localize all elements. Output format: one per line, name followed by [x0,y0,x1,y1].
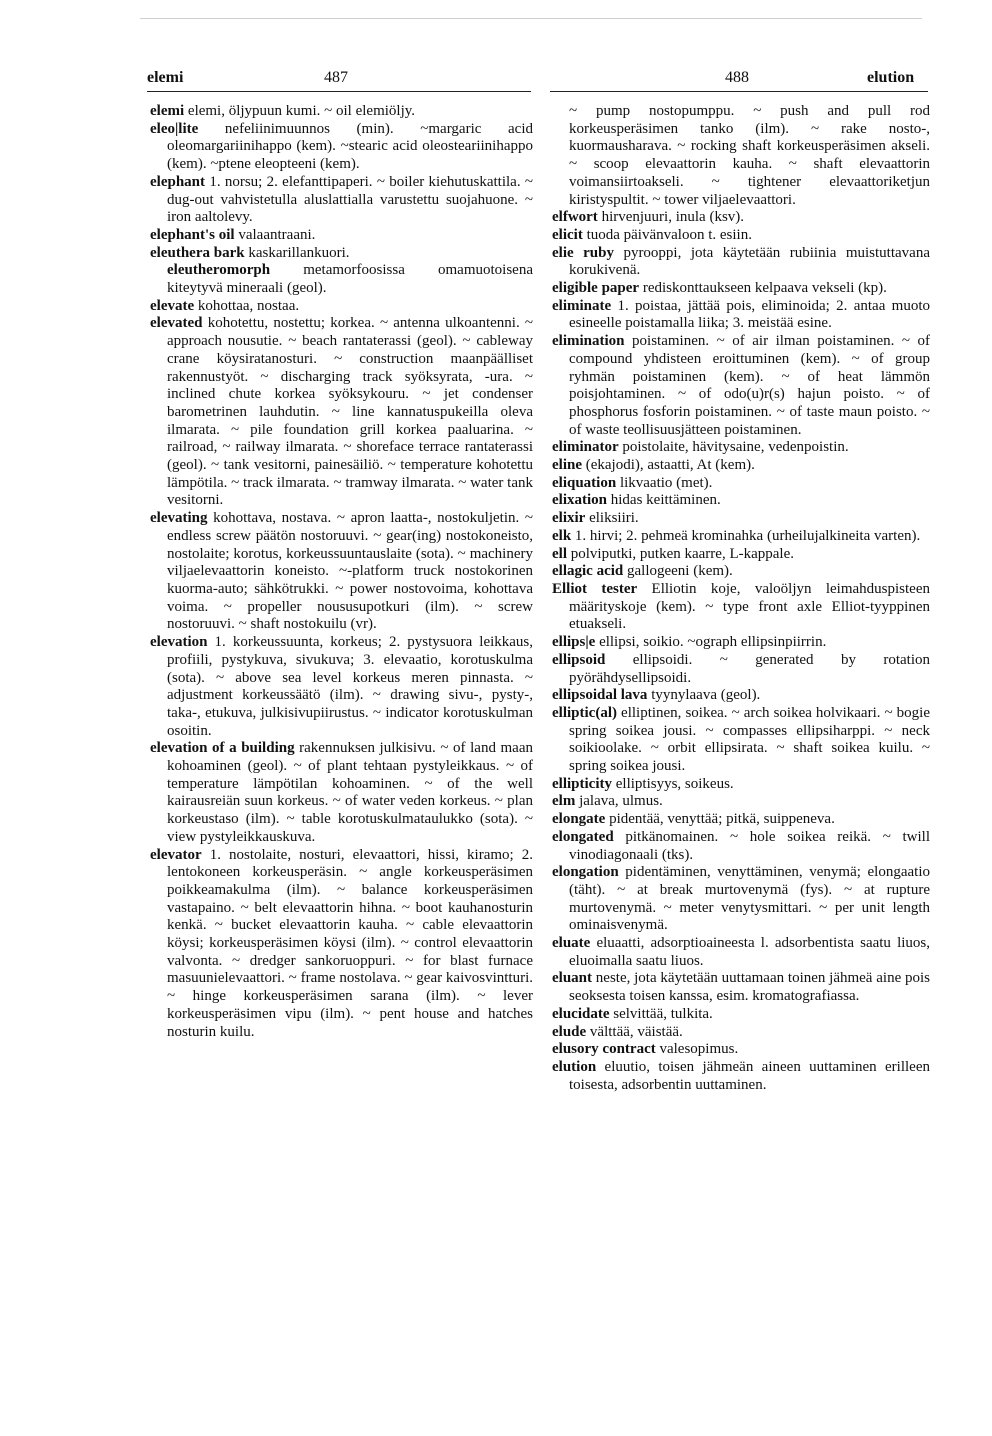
entry-headword: eleo|lite [150,120,199,137]
dictionary-entry [552,439,930,457]
dictionary-entry [552,298,930,333]
entry-headword: Elliot tester [552,580,638,597]
entry-headword: ellips|e [552,634,596,651]
entry-headword: eleutheromorph [167,262,271,279]
left-page-number: 487 [324,69,348,86]
scan-edge-line [140,18,922,19]
entry-headword: elfwort [552,209,598,226]
entry-definition: kohottava, nostava. ~ apron laatta-, nostokuljetin. ~ endless screw päätön nostoruuvi. ~ gear(ing) nostokoneisto, nostolaite; korotus, korkeussuuntauslaite (sota). ~ machinery viljaelevaattorin koneisto. ~-platform truck nostokorinen kuorma-auto; sähkötrukki. ~ power nostovoima, kohottava voima. ~ propeller noususupotkuri (ilm). ~ screw nostoruuvi. ~ shaft nostokuilu (vr). [167,510,533,633]
dictionary-entry [552,793,930,811]
entry-definition: elliptisyys, soikeus. [615,775,734,792]
entry-definition: kohottaa, nostaa. [197,297,300,314]
dictionary-entry [150,262,533,297]
dictionary-entry [552,864,930,935]
entry-definition: eluaatti, adsorptioaineesta l. adsorbentista saatu liuos, eluoimalla saatu liuos. [569,935,930,969]
entry-headword: elixir [552,510,586,527]
entry-definition: gallogeeni (kem). [627,563,733,580]
entry-definition: tyynylaava (geol). [651,687,761,704]
dictionary-entry [552,333,930,439]
entry-headword: ellipsoidal lava [552,687,648,704]
dictionary-entry [150,103,533,121]
entry-headword: elevator [150,846,202,863]
dictionary-entry [552,581,930,634]
entry-definition: valesopimus. [659,1041,739,1058]
dictionary-entry [150,227,533,245]
entry-headword: elution [552,1058,597,1075]
dictionary-entry [552,492,930,510]
dictionary-entry [150,174,533,227]
dictionary-entry [552,103,930,209]
dictionary-entry [552,811,930,829]
entry-headword: elliptic(al) [552,704,617,721]
entry-headword: elucidate [552,1005,610,1022]
entry-definition: pidentäminen, venyttäminen, venymä; elongaatio (täht). ~ at break murtovenymä (fys). ~ at rupture murtovenymä. ~ meter venytysmittari. ~ per unit length ominaisvenymä. [569,864,931,934]
dictionary-entry [150,121,533,174]
entry-headword: eluant [552,970,593,987]
dictionary-entry [552,1024,930,1042]
dictionary-entry [552,829,930,864]
right-page-number: 488 [725,69,749,86]
dictionary-entry [552,634,930,652]
entry-definition: metamorfoosissa omamuotoisena kiteytyvä mineraali (geol). [167,262,533,297]
entry-headword: elevation of a building [150,740,295,757]
entry-definition: elemi, öljypuun kumi. ~ oil elemiöljy. [187,103,416,119]
dictionary-entry [552,475,930,493]
entry-definition: pidentää, venyttää; pitkä, suippeneva. [609,811,835,828]
entry-definition: ellipsi, soikio. ~ograph ellipsinpiirrin. [599,634,827,651]
dictionary-entry [552,776,930,794]
entry-headword: eliminator [552,439,619,456]
dictionary-entry [552,1006,930,1024]
entry-definition: elliptinen, soikea. ~ arch soikea holvikaari. ~ bogie spring soikea jousi. ~ compasses ellipsiharppi. ~ neck soikioolake. ~ orbit ellipsirata. ~ shaft soikea kuilu. ~ spring soikea jousi. [569,704,930,775]
entry-definition: tuoda päivänvaloon t. esiin. [586,226,752,243]
dictionary-entry [552,546,930,564]
entry-definition: likvaatio (met). [619,474,713,491]
dictionary-entry [150,634,533,740]
dictionary-entry [552,705,930,776]
entry-headword: elevated [150,315,203,332]
entry-definition: 1. korkeussuunta, korkeus; 2. pystysuora leikkaus, profiili, pystykuva, sivukuva; 3. elevaatio, korotuskulma (sota). ~ above sea level korkeus meren pinnasta. ~ adjustment korkeussäätö (ilm). ~ drawing sivu-, pysty-, taka-, etukuva, julkisivupiirustus. ~ indicator korotuskulman osoitin. [167,634,534,739]
dictionary-entry [552,245,930,280]
dictionary-entry [552,687,930,705]
entry-definition: (ekajodi), astaatti, At (kem). [585,457,755,474]
entry-headword: ellipticity [552,775,612,792]
entry-definition: kaskarillankuori. [248,244,350,261]
entry-definition: ~ pump nostopumppu. ~ push and pull rod korkeusperäsimen tanko (ilm). ~ rake nosto-, kuormausharava. ~ rocking shaft korkeusperäsimen akseli. ~ scoop elevaattorin kauha. ~ shaft elevaattorin voimansiirtoakseli. ~ tightener elevaattoriketjun kiristyspultit. ~ tower viljaelevaattori. [569,103,930,208]
entry-headword: elongate [552,811,606,828]
entry-definition: rediskonttaukseen kelpaava vekseli (kp). [642,280,887,297]
entry-definition: jalava, ulmus. [579,793,663,810]
entry-definition: poistaminen. ~ of air ilman poistaminen. ~ of compound yhdisteen eroittuminen (kem). ~ of group ryhmän poistaminen (kem). ~ of heat lämmön poisjohtaminen. ~ of odo(u)r(s) hajun poisto. ~ of phosphorus fosforin poistaminen. ~ of taste maun poisto. ~ of waste teollisuusjätteen poistaminen. [569,333,930,438]
entry-definition: rakennuksen julkisivu. ~ of land maan kohoaminen (geol). ~ of plant tehtaan pystyleikkaus. ~ of temperature lämpötilan kohoaminen. ~ of the well kairausreiän suun korkeus. ~ of water veden korkeus. ~ plan korkeustaso (ilm). ~ table korotuskulmataulukko (sota). ~ view pystyleikkauskuva. [167,740,534,845]
entry-headword: eluate [552,935,591,952]
entry-definition: 1. hirvi; 2. pehmeä krominahka (urheilujalkineita varten). [574,527,921,544]
left-header-rule [147,91,531,92]
entry-definition: hirvenjuuri, inula (ksv). [601,209,745,226]
right-header-rule [550,91,928,92]
entry-definition: 1. nostolaite, nosturi, elevaattori, hissi, kiramo; 2. lentokoneen korkeusperäsin. ~ angle korkeusperäsimen poikkeamakulma (ilm). ~ balance korkeusperäsimen vastapaino. ~ belt elevaattorin hihna. ~ boot kauhanosturin kenkä. ~ bucket elevaattorin kauha. ~ cable elevaattorin köysi; korkeusperäsimen köysi (ilm). ~ control elevaattorin valvonta. ~ dredger sankoruoppuri. ~ for blast furnace masuunielevaattori. ~ frame nostolava. ~ gear kaivosvintturi. ~ hinge korkeusperäsimen sarana (ilm). ~ lever korkeusperäsimen vipu (ilm). ~ pent house and hatches nosturin kuilu. [167,846,534,1040]
entry-headword: eliquation [552,474,617,491]
entry-definition: 1. poistaa, jättää pois, eliminoida; 2. antaa muoto esineelle poistamalla liika; 3. meistää esine. [569,297,931,332]
dictionary-entry [150,847,533,1042]
dictionary-entry [150,510,533,634]
dictionary-entry [150,315,533,510]
entry-headword: elude [552,1023,587,1040]
entry-headword: eline [552,457,582,474]
entry-definition: nefeliinimuunnos (min). ~margaric acid oleomargariinihappo (kem). ~stearic acid oleosteariinihappo (kem). ~ptene eleopteeni (kem). [167,120,534,173]
entry-definition: poistolaite, hävitysaine, vedenpoistin. [622,439,849,456]
entry-headword: elongation [552,864,619,881]
entry-headword: elevation [150,634,208,651]
dictionary-entry [150,245,533,263]
entry-definition: välttää, väistää. [589,1023,683,1040]
dictionary-entry [552,510,930,528]
entry-headword: elimination [552,333,625,350]
entry-definition: selvittää, tulkita. [613,1005,713,1022]
entry-headword: elk [552,527,572,544]
entry-headword: elicit [552,226,583,243]
entry-headword: elongated [552,828,614,845]
entry-headword: elevating [150,510,208,527]
entry-headword: elie ruby [552,244,614,261]
dictionary-entry [552,457,930,475]
dictionary-entry [552,280,930,298]
dictionary-entry [552,227,930,245]
dictionary-entry [552,652,930,687]
entry-headword: ellipsoid [552,651,606,668]
entry-definition: neste, jota käytetään uuttamaan toinen jähmeä aine pois seoksesta toisen kanssa, esim. kromatografiassa. [569,970,931,1005]
dictionary-entry [150,298,533,316]
entry-headword: elevate [150,297,195,314]
entry-definition: eliksiiri. [589,510,639,527]
entry-headword: ell [552,545,567,562]
entry-headword: elephant's oil [150,226,235,243]
entry-definition: kohotettu, nostettu; korkea. ~ antenna ulkoantenni. ~ approach nousutie. ~ beach rantaterassi (geol). ~ cableway crane köysiratanosturi. ~ construction maanpäälliset rakennustyöt. ~ discharging track syöksyrata, -ura. ~ inclined chute korkea syöksykouru. ~ jet condenser barometrinen lauhdutin. ~ line kannatuspukeilla oleva ilmarata. ~ pile foundation grill korkea paaluarina. ~ railroad, ~ railway ilmarata. ~ shoreface terrace rantaterassi (geol). ~ tank vesitorni, painesäiliö. ~ temperature kohotettu lämpötila. ~ track ilmarata. ~ tramway ilmarata. ~ water tank vesitorni. [167,315,534,509]
entry-headword: ellagic acid [552,563,624,580]
entry-headword: elephant [150,173,206,190]
left-guide-word: elemi [147,69,184,86]
dictionary-entry [552,970,930,1005]
entry-definition: pyrooppi, jota käytetään rubiinia muistuttavana korukivenä. [569,244,930,279]
right-column [552,103,930,1094]
entry-definition: Elliotin koje, valoöljyn leimahduspisteen määrityskoje (kem). ~ type front axle Elliot-tyyppinen etuakseli. [569,580,930,633]
entry-headword: elusory contract [552,1041,656,1058]
entry-headword: eleuthera bark [150,244,245,261]
dictionary-entry [552,1059,930,1094]
entry-headword: eligible paper [552,280,640,297]
dictionary-entry [150,740,533,846]
dictionary-entry [552,935,930,970]
entry-definition: ellipsoidi. ~ generated by rotation pyörähdysellipsoidi. [569,651,930,686]
entry-headword: elm [552,793,576,810]
right-guide-word: elution [867,69,915,86]
entry-headword: eliminate [552,297,612,314]
entry-definition: valaantraani. [238,226,316,243]
entry-definition: pitkänomainen. ~ hole soikea reikä. ~ twill vinodiagonaali (tks). [569,828,931,863]
dictionary-entry [552,1041,930,1059]
dictionary-entry [552,209,930,227]
dictionary-entry [552,528,930,546]
entry-headword: elixation [552,492,607,509]
dictionary-entry [552,563,930,581]
left-column [150,103,533,1041]
entry-definition: polviputki, putken kaarre, L-kappale. [570,545,795,562]
entry-definition: eluutio, toisen jähmeän aineen uuttaminen erilleen toisesta, adsorbentin uuttaminen. [569,1058,930,1093]
entry-headword: elemi [150,103,185,119]
entry-definition: 1. norsu; 2. elefanttipaperi. ~ boiler kiehutuskattila. ~ dug-out vahvistetulla aluslattialla varustettu suojahuone. ~ iron aaltolevy. [167,173,533,226]
entry-definition: hidas keittäminen. [610,492,721,509]
